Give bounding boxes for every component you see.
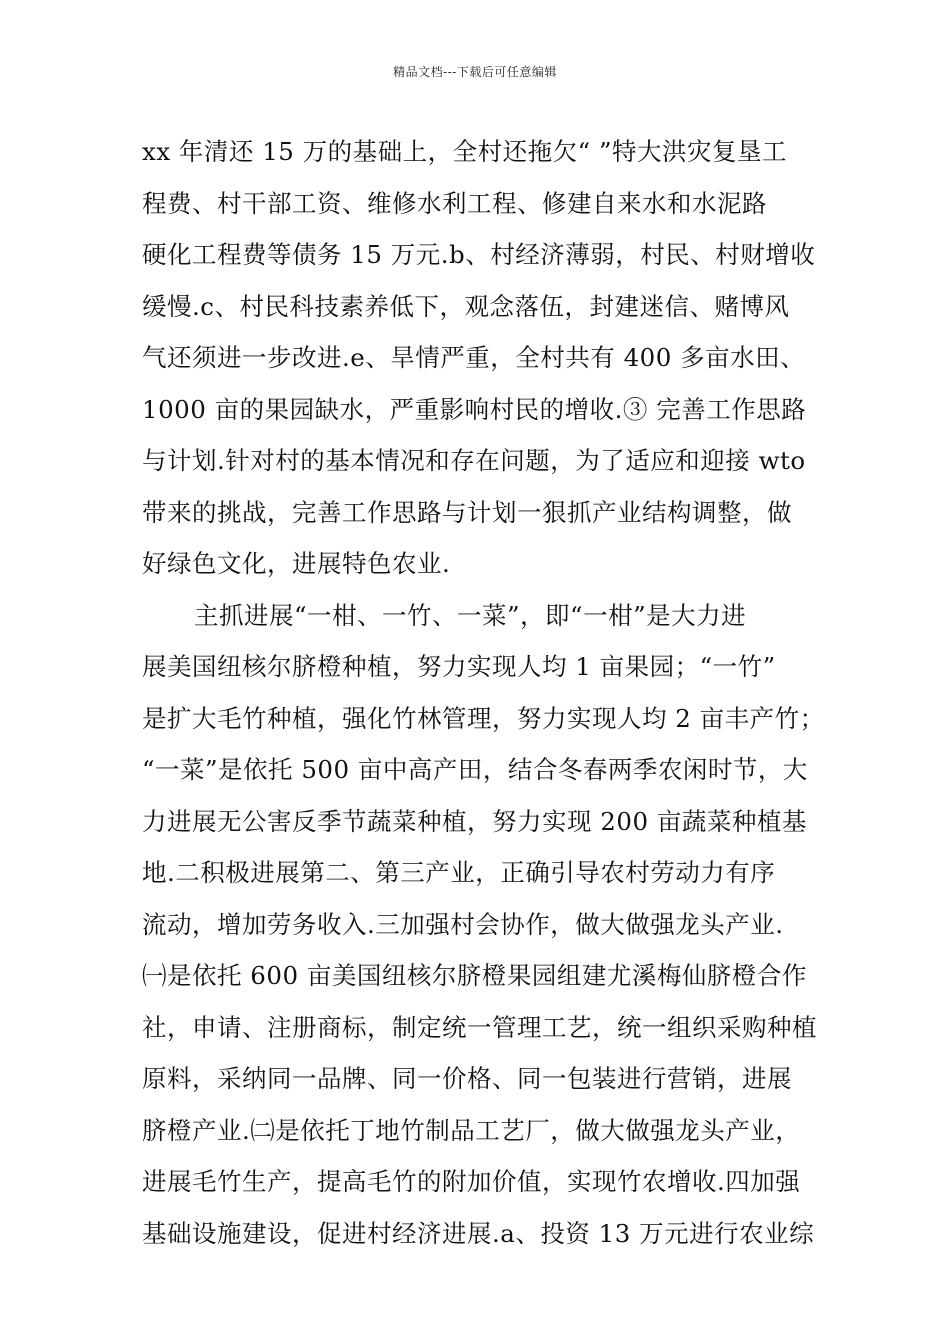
text-line: 进展毛竹生产，提高毛竹的附加价值，实现竹农增收.四加强 (142, 1167, 801, 1196)
text-line: 气还须进一步改进.e、旱情严重，全村共有 400 多亩水田、 (142, 343, 806, 372)
document-body (142, 126, 825, 1259)
text-line: 原料，采纳同一品牌、同一价格、同一包装进行营销，进展 (142, 1064, 792, 1093)
text-line: ㈠是依托 600 亩美国纽核尔脐橙果园组建尤溪梅仙脐橙合作 (142, 961, 807, 990)
paragraph-1 (142, 126, 816, 590)
text-line: 带来的挑战，完善工作思路与计划一狠抓产业结构调整，做 (142, 497, 792, 527)
text-line: 基础设施建设，促进村经济进展.a、投资 13 万元进行农业综 (142, 1218, 815, 1248)
text-line: 程费、村干部工资、维修水利工程、修建自来水和水泥路 (142, 188, 767, 218)
text-line: “一菜”是依托 500 亩中高产田，结合冬春两季农闲时节，大 (142, 755, 808, 784)
text-line: 与计划.针对村的基本情况和存在问题，为了适应和迎接 wto (142, 446, 806, 475)
text-line: xx 年清还 15 万的基础上，全村还拖欠“ ”特大洪灾复垦工 (142, 137, 788, 166)
text-line: 硬化工程费等债务 15 万元.b、村经济薄弱，村民、村财增收 (142, 240, 816, 269)
text-line: 好绿色文化，进展特色农业. (142, 549, 451, 578)
page-header: 精品文档---下载后可任意编辑 (393, 65, 557, 79)
paragraph-2 (142, 590, 825, 1260)
text-line: 缓慢.c、村民科技素养低下，观念落伍，封建迷信、赌博风 (142, 291, 790, 321)
text-line: 地.二积极进展第二、第三产业，正确引导农村劳动力有序 (142, 858, 776, 887)
text-line: 流动，增加劳务收入.三加强村会协作，做大做强龙头产业. (142, 909, 784, 939)
text-line: 是扩大毛竹种植，强化竹林管理，努力实现人均 2 亩丰产竹； (142, 703, 825, 733)
text-line: 社，申请、注册商标，制定统一管理工艺，统一组织采购种植 (142, 1012, 817, 1042)
text-line: 力进展无公害反季节蔬菜种植，努力实现 200 亩蔬菜种植基 (142, 806, 807, 836)
text-line: 展美国纽核尔脐橙种植，努力实现人均 1 亩果园；“一竹” (142, 652, 776, 681)
text-line-indented: 主抓进展“一柑、一竹、一菜”，即“一柑”是大力进 (194, 600, 747, 630)
text-line: 1000 亩的果园缺水，严重影响村民的增收.③ 完善工作思路 (142, 394, 807, 424)
text-line: 脐橙产业.㈡是依托丁地竹制品工艺厂，做大做强龙头产业， (142, 1115, 801, 1145)
